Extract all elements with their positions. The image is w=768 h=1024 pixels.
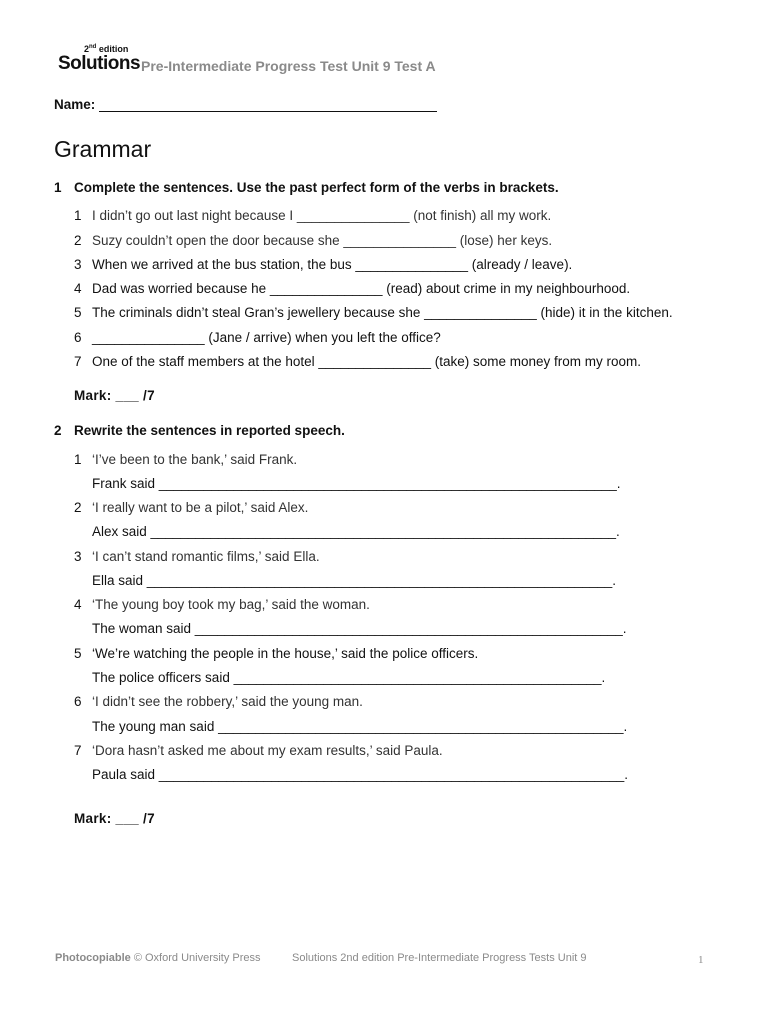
name-row bbox=[54, 97, 437, 112]
q1-item-text: I didn’t go out last night because I _______________ (not finish) all my work. bbox=[92, 208, 552, 223]
q1-item-text: One of the staff members at the hotel _______________ (take) some money from my room. bbox=[92, 354, 642, 369]
q1-item-text: When we arrived at the bus station, the bus _______________ (already / leave). bbox=[92, 257, 573, 272]
q1-item-number: 2 bbox=[74, 233, 82, 248]
q2-item-number: 3 bbox=[74, 549, 82, 564]
footer-left bbox=[55, 952, 261, 964]
q2-instruction: Rewrite the sentences in reported speech. bbox=[74, 423, 345, 438]
q1-item-number: 5 bbox=[74, 305, 82, 320]
q1-item-number: 4 bbox=[74, 281, 82, 296]
q1-mark: Mark: ___ /7 bbox=[74, 388, 155, 403]
q2-answer-line[interactable]: Frank said _____________________________________________________________. bbox=[92, 476, 621, 491]
q1-item-text: Dad was worried because he _______________ (read) about crime in my neighbourhood. bbox=[92, 281, 631, 296]
q2-heading bbox=[54, 423, 345, 438]
q1-item bbox=[74, 233, 553, 248]
q2-item-number: 6 bbox=[74, 694, 82, 709]
q1-item bbox=[74, 257, 573, 272]
photocopiable-label: Photocopiable bbox=[55, 952, 131, 964]
q2-quote-text: ‘I didn’t see the robbery,’ said the young man. bbox=[92, 694, 363, 709]
q2-item-quote bbox=[74, 694, 363, 709]
q2-quote-text: ‘I can’t stand romantic films,’ said Ella. bbox=[92, 549, 320, 564]
q2-quote-text: ‘Dora hasn’t asked me about my exam results,’ said Paula. bbox=[92, 743, 443, 758]
q1-item-number: 3 bbox=[74, 257, 82, 272]
header-title: Pre-Intermediate Progress Test Unit 9 Test A bbox=[141, 58, 436, 74]
q2-item-quote bbox=[74, 646, 479, 661]
q2-number: 2 bbox=[54, 423, 62, 438]
q2-answer-line[interactable]: The woman said _________________________________________________________. bbox=[92, 621, 627, 636]
q1-item-number: 7 bbox=[74, 354, 82, 369]
q2-item-quote bbox=[74, 549, 320, 564]
q2-answer-line[interactable]: Ella said ______________________________________________________________. bbox=[92, 573, 617, 588]
q2-item-number: 2 bbox=[74, 500, 82, 515]
q1-item bbox=[74, 305, 673, 320]
q2-item-quote bbox=[74, 597, 370, 612]
page-number: 1 bbox=[698, 954, 704, 966]
name-field[interactable] bbox=[99, 97, 437, 112]
q1-item bbox=[74, 354, 642, 369]
q1-instruction: Complete the sentences. Use the past perfect form of the verbs in brackets. bbox=[74, 180, 559, 195]
q1-item bbox=[74, 330, 441, 345]
brand-logo: Solutions bbox=[58, 53, 141, 74]
edition-label: 2nd edition bbox=[84, 44, 129, 54]
section-title: Grammar bbox=[54, 136, 152, 162]
q1-item-text: Suzy couldn’t open the door because she _______________ (lose) her keys. bbox=[92, 233, 553, 248]
q2-item-number: 1 bbox=[74, 452, 82, 467]
q2-item-quote bbox=[74, 452, 298, 467]
q1-item-number: 6 bbox=[74, 330, 82, 345]
q1-item-number: 1 bbox=[74, 208, 82, 223]
footer-title: Solutions 2nd edition Pre-Intermediate Progress Tests Unit 9 bbox=[292, 952, 587, 964]
q2-quote-text: ‘I’ve been to the bank,’ said Frank. bbox=[92, 452, 298, 467]
q2-answer-line[interactable]: Alex said ______________________________________________________________. bbox=[92, 524, 620, 539]
copyright-text: © Oxford University Press bbox=[133, 952, 261, 964]
q1-item bbox=[74, 208, 552, 223]
q2-item-number: 7 bbox=[74, 743, 82, 758]
name-label: Name: bbox=[54, 97, 96, 112]
q1-item bbox=[74, 281, 631, 296]
q2-item-quote bbox=[74, 500, 309, 515]
q2-quote-text: ‘We’re watching the people in the house,’ said the police officers. bbox=[92, 646, 479, 661]
q2-item-quote bbox=[74, 743, 443, 758]
q2-quote-text: ‘The young boy took my bag,’ said the woman. bbox=[92, 597, 370, 612]
q2-answer-line[interactable]: The young man said ______________________________________________________. bbox=[92, 719, 628, 734]
q1-heading bbox=[54, 180, 559, 195]
q2-item-number: 5 bbox=[74, 646, 82, 661]
q2-item-number: 4 bbox=[74, 597, 82, 612]
q1-item-text: _______________ (Jane / arrive) when you left the office? bbox=[92, 330, 441, 345]
q2-answer-line[interactable]: Paula said ______________________________________________________________. bbox=[92, 767, 629, 782]
q2-answer-line[interactable]: The police officers said _________________________________________________. bbox=[92, 670, 606, 685]
q2-mark: Mark: ___ /7 bbox=[74, 811, 155, 826]
q1-item-text: The criminals didn’t steal Gran’s jewellery because she _______________ (hide) it in the kitchen. bbox=[92, 305, 673, 320]
q2-quote-text: ‘I really want to be a pilot,’ said Alex. bbox=[92, 500, 309, 515]
q1-number: 1 bbox=[54, 180, 62, 195]
